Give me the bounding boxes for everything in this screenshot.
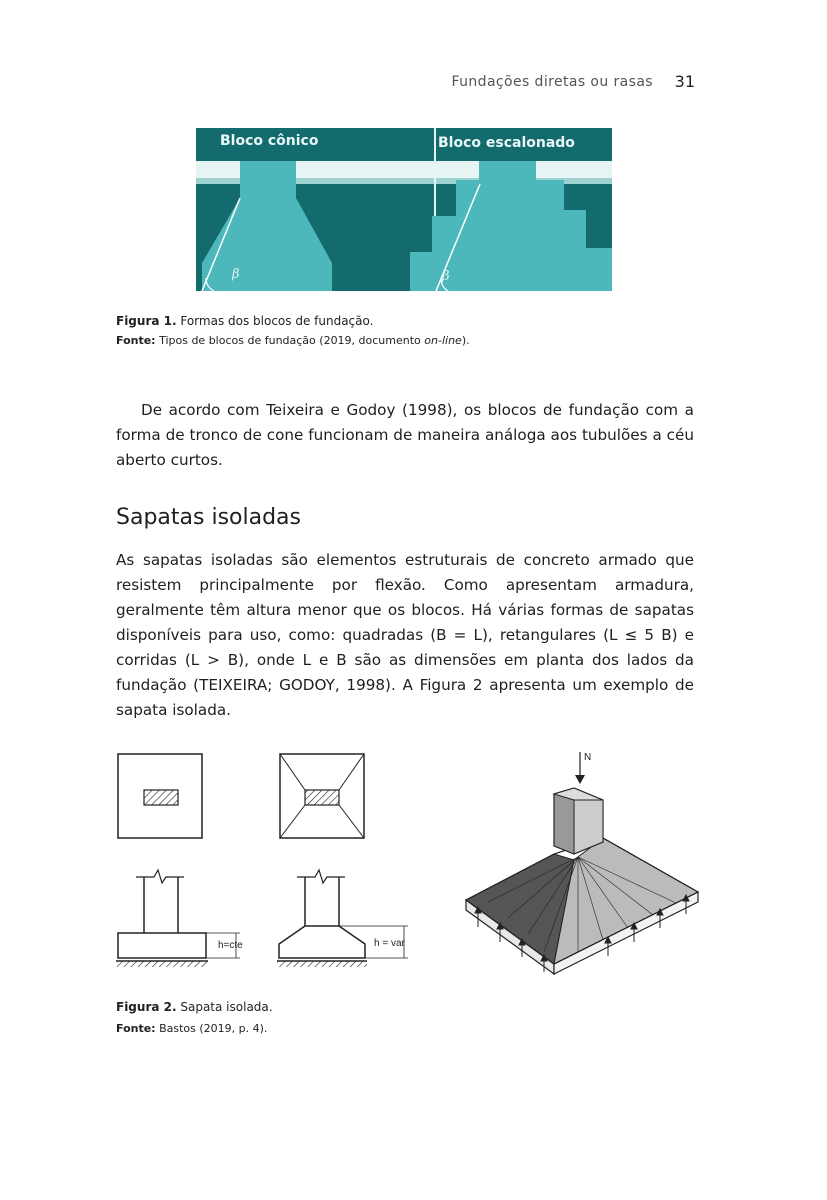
header-title: Fundações diretas ou rasas (451, 74, 653, 90)
figure-1-foundation-blocks (196, 128, 612, 291)
isometric-footing-drawing (466, 752, 698, 974)
source-text: Tipos de blocos de fundação (2019, documento (155, 334, 425, 347)
angle-label-right: β (442, 269, 450, 284)
plan-view-constant (118, 754, 202, 838)
label-h-var: h = var (374, 938, 405, 949)
caption-label: Figura 1. (116, 314, 177, 328)
paragraph-1: De acordo com Teixeira e Godoy (1998), os blocos de fundação com a forma de tronco de cone funcionam de maneira análoga aos tubulões a céu aberto curtos. (116, 401, 694, 469)
source-text: Bastos (2019, p. 4). (155, 1022, 268, 1035)
figure-1-source (116, 334, 470, 347)
figure-2-caption (116, 1000, 273, 1014)
paragraph-2: As sapatas isoladas são elementos estruturais de concreto armado que resistem principalmente por flexão. Como apresentam armadura, geralmente têm altura menor que os blocos. Há várias formas de sapatas disponíveis para uso, como: quadradas (B = L), retangulares (L ≤ 5 B) e corridas (L > B), onde L e B são as dimensões em planta dos lados da fundação (TEIXEIRA; GODOY, 1998). A Figura 2 apresenta um exemplo de sapata isolada. (116, 551, 694, 719)
label-n: N (584, 752, 592, 763)
section-title: Sapatas isoladas (116, 505, 301, 530)
caption-text: Formas dos blocos de fundação. (176, 314, 374, 328)
running-header (0, 72, 827, 94)
label-bloco-escalonado: Bloco escalonado (438, 135, 575, 151)
section-variable-height (277, 870, 408, 967)
angle-label-left: β (232, 267, 240, 282)
page-number: 31 (674, 72, 695, 91)
figure-1-caption (116, 314, 373, 328)
source-italic: on-line (424, 334, 462, 347)
caption-text: Sapata isolada. (176, 1000, 273, 1014)
figure-2-isolated-footing (108, 742, 708, 987)
plan-view-variable (280, 754, 364, 838)
source-label: Fonte: (116, 1022, 156, 1035)
figure-2-source (116, 1022, 267, 1035)
label-h-cte: h=cte (218, 940, 243, 951)
section-constant-height (116, 870, 240, 967)
source-label: Fonte: (116, 334, 156, 347)
caption-label: Figura 2. (116, 1000, 177, 1014)
label-bloco-conico: Bloco cônico (220, 133, 319, 149)
source-end: ). (461, 334, 470, 347)
